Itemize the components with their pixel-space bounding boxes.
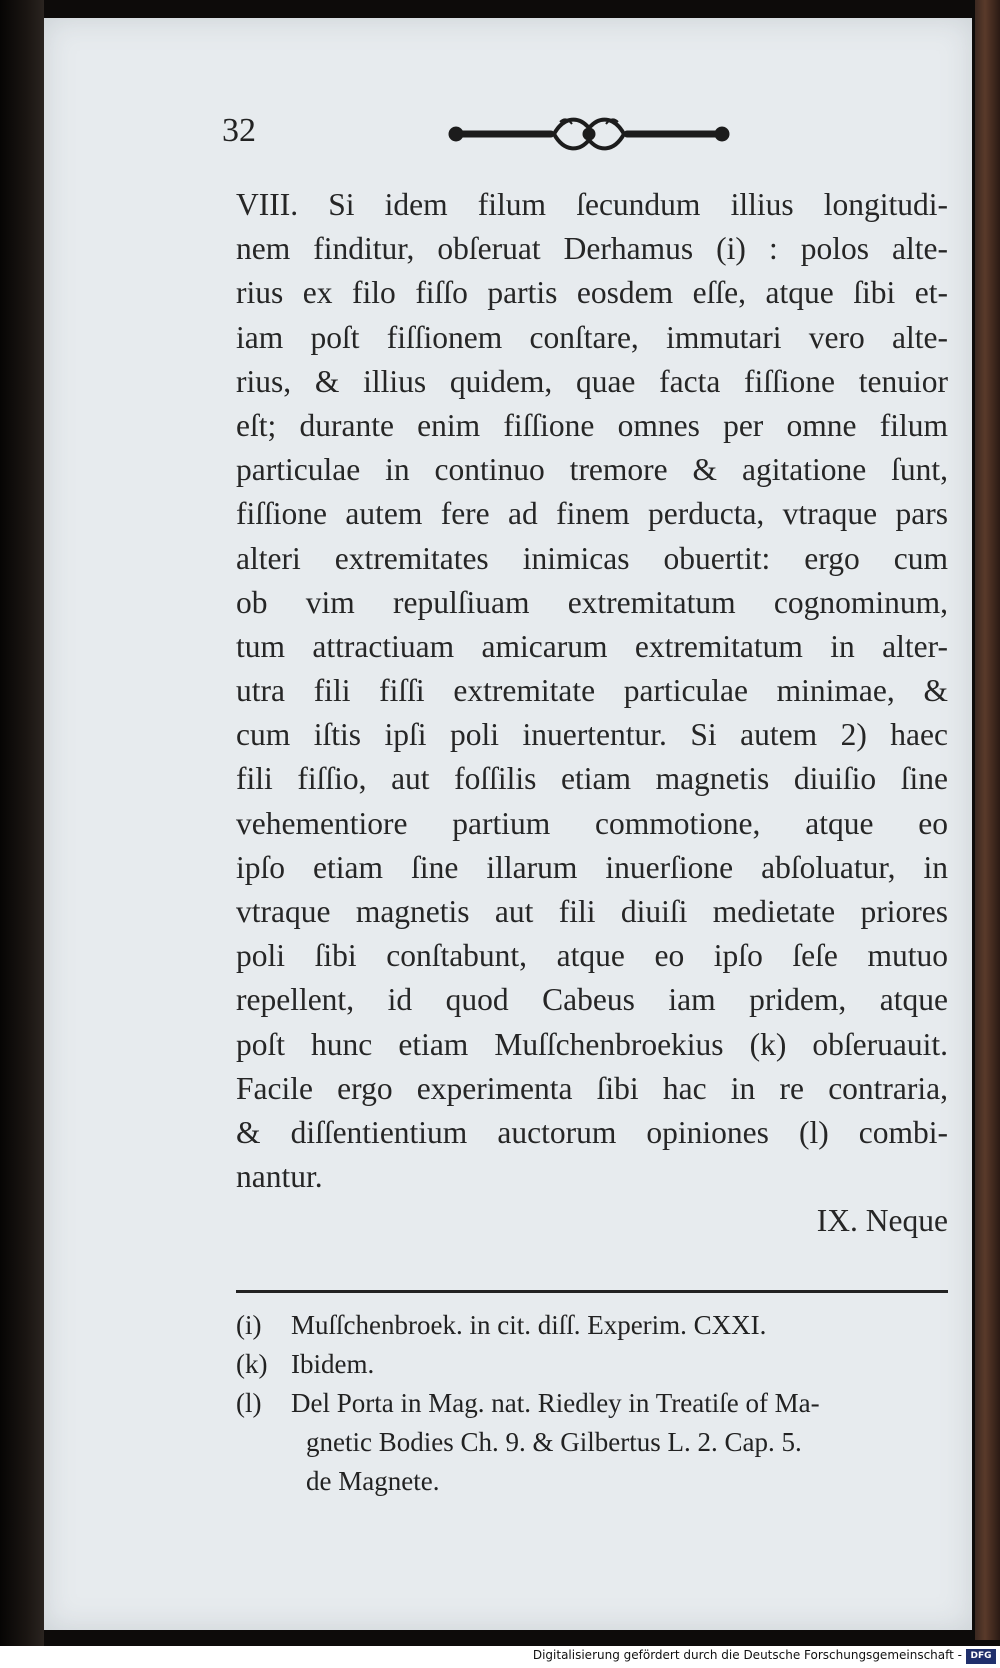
footnote-item (236, 1384, 948, 1423)
headpiece-ornament-icon (444, 114, 734, 154)
book-edge (975, 0, 1000, 1640)
book-spine (0, 0, 44, 1668)
text-line: ipſo etiam ſine illarum inuerſione abſoluatur, in (236, 849, 948, 885)
text-line: poſt hunc etiam Muſſchenbroekius (k) obſeruauit. (236, 1026, 948, 1062)
funding-credit: Digitalisierung gefördert durch die Deutsche Forschungsgemeinschaft - (532, 1648, 962, 1662)
footnotes (236, 1306, 948, 1501)
footnote-continuation (236, 1462, 948, 1501)
footnote-item (236, 1345, 948, 1384)
text-line: rius ex filo fiſſo partis eosdem eſſe, atque ſibi et- (236, 275, 948, 311)
text-line: nem finditur, obſeruat Derhamus (i) : polos alte- (236, 231, 948, 267)
text-line: utra fili fiſſi extremitate particulae minimae, & (236, 673, 948, 709)
footnote-continuation (236, 1423, 948, 1462)
text-line: ob vim repulſiuam extremitatum cognominum, (236, 584, 948, 620)
footnote-item (236, 1306, 948, 1345)
footnote-marker: (l) (236, 1388, 262, 1418)
dfg-logo: DFG (966, 1649, 996, 1664)
text-line: cum iſtis ipſi poli inuertentur. Si autem 2) haec (236, 717, 948, 753)
text-line: particulae in continuo tremore & agitatione ſunt, (236, 452, 948, 488)
footnote-text: Del Porta in Mag. nat. Riedley in Treatiſe of Ma- (291, 1388, 820, 1418)
text-line: & diſſentientium auctorum opiniones (l) combi- (236, 1114, 948, 1150)
main-paragraph (236, 183, 948, 1244)
text-line: repellent, id quod Cabeus iam pridem, atque (236, 982, 948, 1018)
footnote-divider (236, 1290, 948, 1293)
text-line: vtraque magnetis aut fili diuiſi medietate priores (236, 894, 948, 929)
footnote-marker: (k) (236, 1349, 268, 1379)
text-line: VIII. Si idem filum ſecundum illius longitudi- (236, 187, 948, 222)
footnote-text: de Magnete. (306, 1466, 440, 1496)
text-line: nantur. (236, 1159, 323, 1195)
text-line: fili fiſſio, aut foſſilis etiam magnetis diuiſio ſine (236, 761, 948, 797)
digitization-footer (0, 1646, 1000, 1668)
text-line: eſt; durante enim fiſſione omnes per omne filum (236, 407, 948, 443)
text-line: tum attractiuam amicarum extremitatum in alter- (236, 628, 948, 664)
footnote-text: Muſſchenbroek. in cit. diſſ. Experim. CXXI. (291, 1310, 767, 1340)
text-line: rius, & illius quidem, quae facta fiſſione tenuior (236, 363, 948, 399)
text-line: iam poſt fiſſionem conſtare, immutari vero alte- (236, 319, 948, 355)
catchword: IX. Neque (816, 1203, 948, 1239)
text-line: Facile ergo experimenta ſibi hac in re contraria, (236, 1070, 948, 1106)
page-header (44, 106, 972, 166)
text-line: alteri extremitates inimicas obuertit: ergo cum (236, 540, 948, 576)
footnote-text: Ibidem. (291, 1349, 375, 1379)
footnote-marker: (i) (236, 1310, 262, 1340)
scanned-page (44, 18, 972, 1630)
text-line: poli ſibi conſtabunt, atque eo ipſo ſeſe mutuo (236, 938, 948, 974)
text-line: fiſſione autem fere ad finem perducta, vtraque pars (236, 496, 948, 532)
page-number: 32 (222, 112, 256, 149)
footnote-text: gnetic Bodies Ch. 9. & Gilbertus L. 2. Cap. 5. (306, 1427, 802, 1457)
text-line: vehementiore partium commotione, atque eo (236, 805, 948, 841)
